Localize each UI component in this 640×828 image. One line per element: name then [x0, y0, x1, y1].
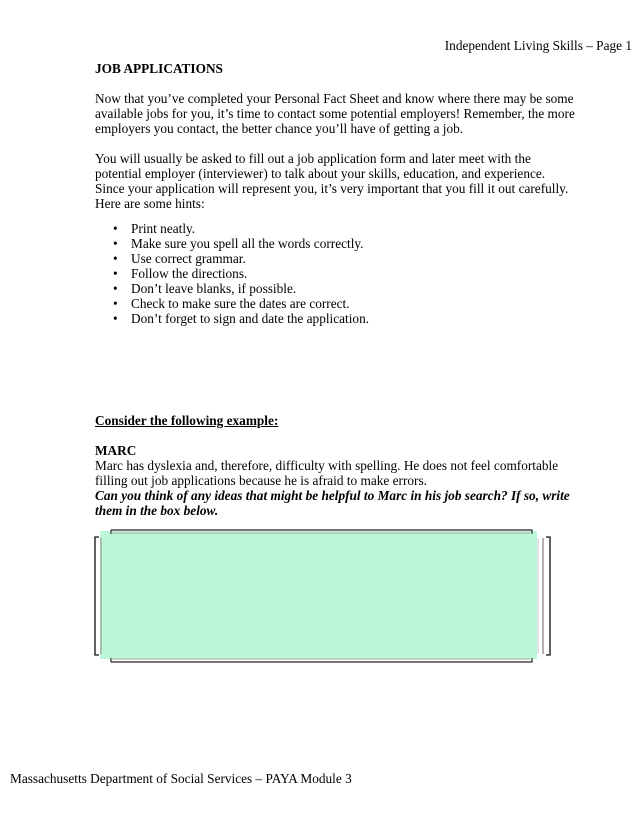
example-text: Marc has dyslexia and, therefore, difficulty with spelling. He does not feel comfortable filling out job applications because he is afraid to make errors.: [95, 458, 559, 488]
page-footer: Massachusetts Department of Social Services – PAYA Module 3: [10, 771, 352, 786]
bullet-icon: •: [113, 251, 118, 266]
bullet-icon: •: [113, 296, 118, 311]
bullet-icon: •: [113, 221, 118, 236]
hint-item: • Follow the directions.: [113, 266, 248, 281]
example-heading: Consider the following example:: [95, 413, 279, 428]
hint-item: • Use correct grammar.: [113, 251, 246, 266]
answer-box-frame: [94, 528, 553, 664]
page-header: Independent Living Skills – Page 1: [444, 38, 632, 53]
bullet-icon: •: [113, 266, 118, 281]
hint-item: • Don’t forget to sign and date the application.: [113, 311, 370, 326]
hint-item: • Check to make sure the dates are correct.: [113, 296, 350, 311]
hint-item: • Print neatly.: [113, 221, 196, 236]
example-question: Can you think of any ideas that might be helpful to Marc in his job search? If so, write them in the box below.: [95, 488, 570, 518]
hints-list: [95, 221, 369, 326]
bullet-icon: •: [113, 236, 118, 251]
intro-paragraph: Now that you’ve completed your Personal Fact Sheet and know where there may be some available jobs for you, it’s time to contact some potential employers! Remember, the more employers you contact, the better chance you’ll have of getting a job.: [95, 91, 575, 136]
bullet-icon: •: [113, 281, 118, 296]
example-name: MARC: [95, 443, 137, 458]
hint-item: • Don’t leave blanks, if possible.: [113, 281, 297, 296]
page-title: JOB APPLICATIONS: [95, 61, 223, 76]
bullet-icon: •: [113, 311, 118, 326]
application-paragraph: You will usually be asked to fill out a job application form and later meet with the potential employer (interviewer) to talk about your skills, education, and experience. Since your application will represent you, it’s very important that you fill it out carefully. Here are some hints:: [95, 151, 569, 211]
answer-box[interactable]: [94, 528, 553, 664]
hint-item: • Make sure you spell all the words correctly.: [113, 236, 364, 251]
